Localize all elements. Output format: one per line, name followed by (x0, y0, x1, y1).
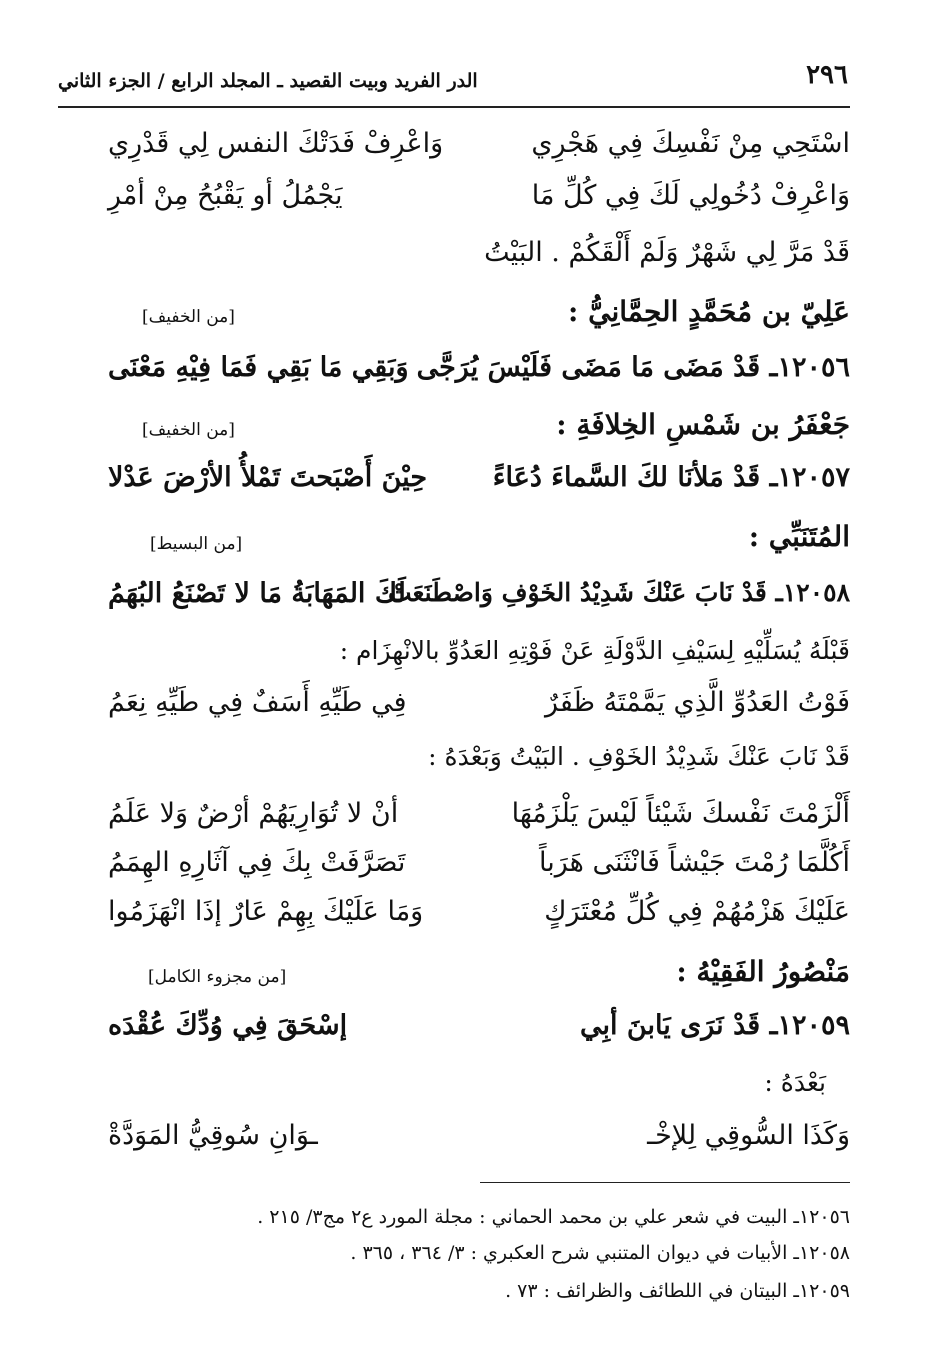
verse-first-hemistich: اسْتَحِي مِنْ نَفْسِكَ فِي هَجْرِي (531, 128, 850, 159)
verse-line (58, 180, 850, 228)
poet-name: عَلِيّ بن مُحَمَّدٍ الحِمَّانِيُّ : (568, 295, 850, 328)
verse-first-hemistich: ١٢٠٥٨ـ قَدْ نَابَ عَنْكَ شَدِيْدُ الخَوْفِ وَاصْطَنَعَتْ (388, 578, 850, 607)
verse-first-hemistich: وَكَذَا السُّوقِي لِلإخْـ (647, 1120, 850, 1151)
verse-line (58, 462, 850, 510)
verse-second-hemistich: أنْ لا تُوَارِيَهُمْ أرْضٌ وَلا عَلَمُ (108, 798, 399, 829)
meter-label: [من الخفيف] (142, 420, 235, 440)
verse-first-hemistich: أَكُلَّمَا رُمْتَ جَيْشاً فَانْثَنَى هَرَباً (539, 847, 850, 878)
poet-heading (58, 295, 850, 343)
verse-line (58, 798, 850, 846)
meter-label: [من البسيط] (150, 534, 243, 554)
verse-second-hemistich: وَبَقِي مَا بَقِي فَمَا فِيْهِ مَعْنَى (108, 352, 409, 383)
footnote: ١٢٠٥٨ـ الأبيات في ديوان المتنبي شرح العكبري : ٣/ ٣٦٤ ، ٣٦٥ . (350, 1242, 850, 1264)
poet-heading (58, 520, 850, 568)
verse-second-hemistich: فِي طَيِّهِ أَسَفٌ فِي طَيِّهِ نِعَمُ (108, 687, 407, 718)
verse-first-hemistich: أَلْزَمْتَ نَفْسكَ شَيْئاً لَيْسَ يَلْزَمُهَا (511, 798, 850, 829)
verse-first-hemistich: وَاعْرِفْ دُخُولِي لَكَ فِي كُلِّ مَا (531, 180, 850, 211)
verse-line (58, 847, 850, 895)
verse-line (58, 237, 850, 285)
verse-first-hemistich: ١٢٠٥٧ـ قَدْ مَلأنَا لكَ السَّماءَ دُعَاءً (492, 462, 850, 493)
prose-line (58, 636, 850, 684)
poet-name: مَنْصُورُ الفَقِيْهُ : (676, 955, 850, 988)
footnote: ١٢٠٥٩ـ البيتان في اللطائف والظرائف : ٧٣ . (505, 1280, 850, 1302)
verse-line (58, 896, 850, 944)
verse-line (58, 578, 850, 626)
verse-line (58, 1010, 850, 1058)
verse-first-hemistich: ١٢٠٥٩ـ قَدْ نَرَى يَابنَ أبِي (580, 1010, 850, 1041)
footnote-rule (480, 1182, 850, 1183)
verse-line (58, 1120, 850, 1168)
verse-first-hemistich: عَلَيْكَ هَزْمُهُمْ فِي كُلِّ مُعْتَرَكٍ (544, 896, 850, 927)
verse-second-hemistich: وَمَا عَلَيْكَ بِهِمْ عَارٌ إذَا انْهَزَمُوا (108, 896, 424, 927)
prose-line (58, 742, 850, 790)
verse-second-hemistich: إسْحَقَ فِي وُدِّكَ عُقْدَه (108, 1010, 348, 1041)
poet-heading (58, 955, 850, 1003)
verse-second-hemistich: حِيْنَ أَصْبَحتَ تَمْلأُ الأرْضَ عَدْلا (108, 462, 428, 493)
poet-name: المُتَنَبِّي : (748, 520, 850, 553)
verse-second-hemistich: وَاعْرِفْ فَدَتْكَ النفس لِي قَدْرِي (108, 128, 444, 159)
verse-first-hemistich: ١٢٠٥٦ـ قَدْ مَضَى مَا مَضَى فَلَيْسَ يُرَجَّى (416, 352, 850, 383)
poet-name: جَعْفَرُ بن شَمْسِ الخِلافَةِ : (556, 408, 850, 441)
prose-text: قَدْ نَابَ عَنْكَ شَدِيْدُ الخَوْفِ . البَيْتُ وَبَعْدَهُ : (428, 742, 850, 771)
verse-second-hemistich: لَكَ المَهَابَةُ مَا لا تَصْنَعُ البُهَمُ (108, 578, 406, 609)
prose-line (58, 1068, 850, 1116)
verse-second-hemistich: يَجْمُلُ أو يَقْبُحُ مِنْ أمْرِ (108, 180, 343, 211)
prose-text: قَبْلَهُ يُسَلِّيْهِ لِسَيْفِ الدَّوْلَةِ عَنْ فَوْتِهِ العَدُوِّ بالانْهِزَام : (339, 636, 850, 665)
verse-line (58, 687, 850, 735)
footnote: ١٢٠٥٦ـ البيت في شعر علي بن محمد الحماني : مجلة المورد ع٢ مج٣/ ٢١٥ . (257, 1206, 850, 1228)
prose-text: بَعْدَهُ : (764, 1068, 826, 1097)
header-rule (58, 106, 850, 108)
meter-label: [من مجزوء الكامل] (148, 967, 287, 987)
poet-heading (58, 408, 850, 456)
verse-line (58, 352, 850, 400)
verse-first-hemistich: فَوْتُ العَدُوِّ الَّذِي يَمَّمْتَهُ ظَفَرٌ (544, 687, 850, 718)
running-header-title: الدر الفريد وبيت القصيد ـ المجلد الرابع / الجزء الثاني (58, 70, 478, 92)
verse-second-hemistich: تَصَرَّفَتْ بِكَ فِي آثَارِهِ الهِمَمُ (108, 847, 406, 878)
verse-second-hemistich: ـوَانِ سُوقِيُّ المَوَدَّةْ (108, 1120, 318, 1151)
meter-label: [من الخفيف] (142, 307, 235, 327)
page-number: ٢٩٦ (806, 60, 848, 90)
verse-reference: قَدْ مَرَّ لِي شَهْرٌ وَلَمْ أَلْقَكُمْ . البَيْتُ (484, 237, 850, 268)
verse-line (58, 128, 850, 176)
